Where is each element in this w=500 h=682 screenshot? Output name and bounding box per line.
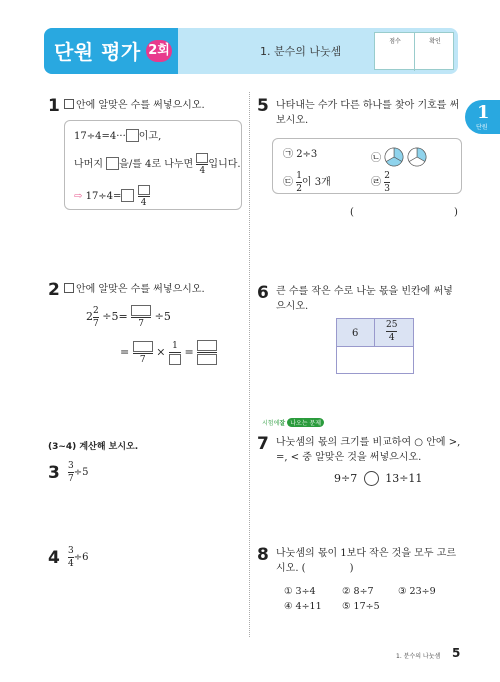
q2-numerator-box-2[interactable] bbox=[133, 341, 153, 352]
q3-fraction: $\frac{3}{7}$ bbox=[68, 461, 74, 484]
title-tab bbox=[44, 28, 178, 74]
q1-result-fraction: 4 bbox=[138, 185, 150, 208]
q1-line3: ⇨ 17÷4= 4 bbox=[74, 185, 150, 208]
q1-hint-box bbox=[64, 120, 242, 210]
q5-answer-open[interactable]: ( bbox=[350, 207, 354, 218]
q5-option-c: ㉢ $\frac{1}{2}$ 이 3개 bbox=[283, 171, 331, 194]
q7-number: 7 bbox=[257, 434, 269, 454]
q5-option-d-fraction: $\frac{2}{3}$ bbox=[384, 171, 390, 194]
q1-whole-box[interactable] bbox=[121, 189, 134, 202]
q3-number: 3 bbox=[48, 463, 60, 483]
q1-line1: 17÷4=4··· 이고, bbox=[74, 131, 162, 142]
q5-prompt: 나타내는 수가 다른 하나를 찾아 기호를 써 보시오. bbox=[276, 100, 460, 126]
q4-number: 4 bbox=[48, 548, 60, 568]
comparison-circle[interactable] bbox=[364, 471, 379, 486]
q2-denominator-box-2[interactable] bbox=[197, 354, 217, 365]
q5-number: 5 bbox=[257, 96, 269, 116]
q8-option-3: ③ 23÷9 bbox=[398, 586, 436, 597]
blank-box-icon bbox=[64, 99, 74, 109]
q6-cell-2 bbox=[375, 319, 413, 347]
header-banner bbox=[44, 28, 458, 74]
q7-prompt: 나눗셈의 몫의 크기를 비교하여 ○ 안에 >, =, < 중 알맞은 것을 써넣으시오. bbox=[276, 437, 461, 463]
chapter-side-tab bbox=[465, 100, 500, 134]
q1-number: 1 bbox=[48, 96, 60, 116]
check-label: 확인 bbox=[429, 38, 441, 45]
q5-answer-close: ) bbox=[454, 207, 458, 218]
q7-expression: 9÷7 13÷11 bbox=[334, 472, 423, 485]
q6-prompt: 큰 수를 작은 수로 나눈 몫을 빈칸에 써넣 으시오. bbox=[276, 286, 453, 312]
frequent-question-badge: 시험에잘 나오는 문제 bbox=[262, 418, 324, 427]
q5-option-d: ㉣ $\frac{2}{3}$ bbox=[371, 171, 390, 194]
q2-line1: 2 $\frac{2}{7}$ ÷5= 7 ÷5 bbox=[86, 305, 171, 329]
q2-fraction-3: 1 bbox=[169, 341, 181, 365]
q2-number: 2 bbox=[48, 280, 60, 300]
page-title: 단원 평가 bbox=[54, 40, 141, 64]
q5-options-box bbox=[272, 138, 462, 194]
q2-line2: = 7 × 1 = bbox=[120, 340, 217, 365]
column-divider bbox=[249, 92, 250, 637]
arrow-icon: ⇨ bbox=[74, 191, 83, 202]
q1-answer-box[interactable] bbox=[126, 129, 139, 142]
q8-option-5: ⑤ 17÷5 bbox=[342, 601, 380, 612]
q5-option-c-fraction: $\frac{1}{2}$ bbox=[296, 171, 302, 194]
q6-cell-1 bbox=[337, 319, 375, 347]
q1-remainder-box[interactable] bbox=[106, 157, 119, 170]
q2-numerator-box-3[interactable] bbox=[197, 340, 217, 351]
q1-result-numerator-box[interactable] bbox=[138, 185, 150, 195]
q2-numerator-box-1[interactable] bbox=[131, 305, 151, 316]
round-badge: 2회 bbox=[146, 40, 172, 62]
footer-unit: 1. 분수의 나눗셈 bbox=[396, 653, 441, 660]
q2-fraction-1: 7 bbox=[131, 305, 151, 329]
q1-fraction: 4 bbox=[196, 153, 208, 176]
q5-option-b: ㉡ bbox=[371, 147, 428, 167]
chapter-label: 단원 bbox=[476, 124, 488, 131]
q8-option-1: ① 3÷4 bbox=[284, 586, 316, 597]
q5-option-a: ㉠ 2÷3 bbox=[283, 149, 318, 160]
q8-prompt: 나눗셈의 몫이 1보다 작은 것을 모두 고르 시오. ( ) bbox=[276, 548, 456, 574]
unit-title: 1. 분수의 나눗셈 bbox=[260, 45, 342, 58]
q8-option-4: ④ 4÷11 bbox=[284, 601, 322, 612]
q6-cell-1-value: 6 bbox=[352, 328, 359, 339]
q6-cell-2-value: $\frac{25}{4}$ bbox=[386, 320, 398, 343]
q4-fraction: $\frac{3}{4}$ bbox=[68, 546, 74, 569]
q2-fraction-4 bbox=[197, 340, 217, 365]
chapter-number: 1 bbox=[477, 102, 490, 123]
q2-mixed-fraction: $\frac{2}{7}$ bbox=[93, 305, 99, 329]
group-label: (3~4) 계산해 보시오. bbox=[48, 442, 139, 452]
score-label: 점수 bbox=[389, 38, 401, 45]
q8-option-2: ② 8÷7 bbox=[342, 586, 374, 597]
q1-numerator-box[interactable] bbox=[196, 153, 208, 163]
blank-box-icon bbox=[64, 283, 74, 293]
q1-prompt: 안에 알맞은 수를 써넣으시오. bbox=[64, 98, 205, 113]
q4-expression: $\frac{3}{4}$ ÷6 bbox=[68, 546, 89, 569]
q3-expression: $\frac{3}{7}$ ÷5 bbox=[68, 461, 89, 484]
q8-number: 8 bbox=[257, 545, 269, 565]
score-box bbox=[374, 32, 454, 70]
q1-line2: 나머지 을/를 4로 나누면 4 입니다. bbox=[74, 153, 241, 176]
q6-answer-cell[interactable] bbox=[337, 347, 413, 373]
q2-denominator-box[interactable] bbox=[169, 354, 181, 365]
q2-fraction-2: 7 bbox=[133, 341, 153, 365]
q6-number: 6 bbox=[257, 283, 269, 303]
pie-circles-icon bbox=[384, 147, 428, 167]
page-number: 5 bbox=[452, 646, 461, 660]
q2-prompt: 안에 알맞은 수를 써넣으시오. bbox=[64, 282, 205, 297]
